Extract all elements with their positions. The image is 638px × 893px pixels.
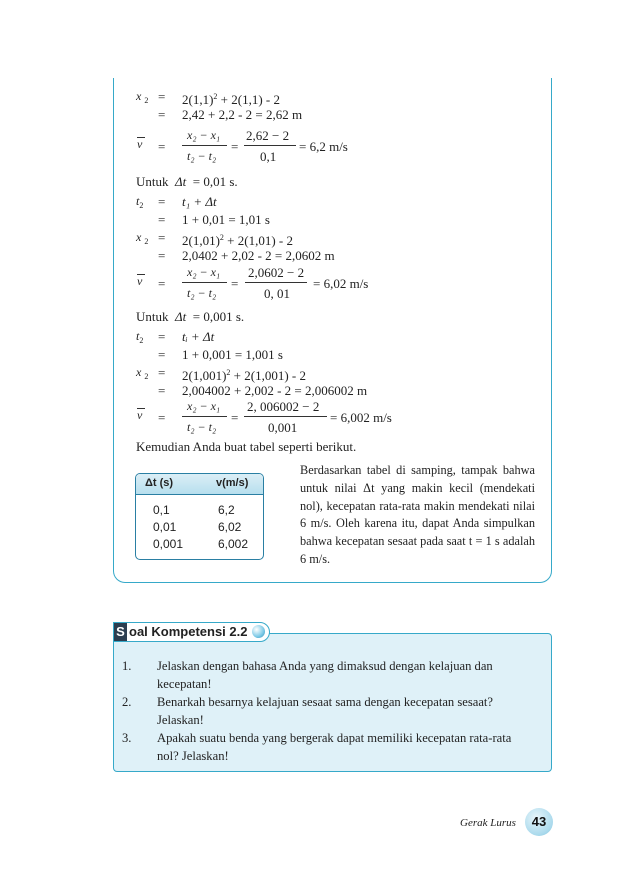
equals: =: [231, 139, 239, 154]
equals: =: [158, 139, 166, 154]
equals: =: [231, 276, 239, 291]
table-cell: 0,001: [153, 537, 184, 551]
table-cell: 6,2: [218, 503, 235, 517]
equals: =: [158, 410, 166, 425]
fraction-numerator: 2,62 − 2: [246, 128, 290, 143]
equation-line: 2,42 + 2,2 - 2 = 2,62 m: [182, 107, 303, 122]
bubble-icon: [252, 625, 265, 638]
exercise-title: oal Kompetensi 2.2: [129, 624, 248, 639]
result: = 6,2 m/s: [299, 139, 348, 154]
conclusion-paragraph: Berdasarkan tabel di samping, tampak bahwa untuk nilai Δt yang makin kecil (mendekati nol), kecepatan rata-rata makin mendekati nilai 6 m/s. Oleh karena itu, dapat Anda simpulkan bahwa kecepatan sesaat pada saat t = 1 s adalah 6 m/s.: [300, 463, 535, 566]
intro-sentence: Kemudian Anda buat tabel seperti berikut.: [136, 439, 357, 454]
result: = 6,002 m/s: [330, 410, 392, 425]
table-cell: 0,01: [153, 520, 177, 534]
equals: =: [158, 365, 166, 380]
fraction-denominator: 0,001: [268, 420, 298, 435]
fraction-bar: [244, 416, 327, 417]
equals: =: [158, 230, 166, 245]
fraction-bar: [182, 416, 227, 417]
fraction-bar: [182, 145, 227, 146]
equals: =: [158, 347, 166, 362]
question-number: 2.: [122, 695, 132, 709]
v-avg-symbol: v: [137, 137, 143, 151]
x2-label: x $_2$: [136, 89, 149, 105]
x2-label: x $_2$: [136, 365, 149, 381]
fraction-denominator: 0,1: [260, 149, 277, 164]
x2-label: x $_2$: [136, 230, 149, 246]
fraction-numerator: x₂ − x₁: [187, 265, 221, 279]
equals: =: [158, 248, 166, 263]
equation-line: $2(1,001)^2 + 2(1,001) - 2$: [182, 368, 306, 383]
equals: =: [158, 383, 166, 398]
equation-line: 1 + 0,01 = 1,01 s: [182, 212, 270, 227]
untuk-label: Untuk Δt = 0,001 s.: [136, 309, 245, 324]
fraction-denominator: t₂ − t₂: [187, 149, 217, 163]
fraction-numerator: x₂ − x₁: [187, 128, 221, 142]
column-header: v(m/s): [216, 477, 249, 489]
velocity-table: [135, 473, 264, 560]
table-cell: 6,002: [218, 537, 249, 551]
equals: =: [158, 194, 166, 209]
title-initial: S: [114, 623, 127, 641]
equals: =: [158, 89, 166, 104]
question-text: Benarkah besarnya kelajuan sesaat sama dengan kecepatan sesaat? Jelaskan!: [157, 695, 494, 727]
question-text: Apakah suatu benda yang bergerak dapat memiliki kecepatan rata-rata nol? Jelaskan!: [157, 731, 512, 763]
equals: =: [158, 329, 166, 344]
v-avg-symbol: v: [137, 274, 143, 288]
page-number: 43: [525, 808, 553, 836]
fraction-bar: [182, 282, 227, 283]
fraction-bar: [244, 145, 296, 146]
equation-line: 2,0402 + 2,02 - 2 = 2,0602 m: [182, 248, 335, 263]
equals: =: [158, 212, 166, 227]
fraction-denominator: 0, 01: [264, 286, 290, 301]
untuk-label: Untuk Δt = 0,01 s.: [136, 174, 238, 189]
equation-line: $2(1,01)^2 + 2(1,01) - 2$: [182, 233, 293, 248]
fraction-denominator: t₂ − t₂: [187, 286, 217, 300]
equation-line: 2,004002 + 2,002 - 2 = 2,006002 m: [182, 383, 368, 398]
fraction-denominator: t₂ − t₂: [187, 420, 217, 434]
equation-line: tᵢ + Δt: [182, 329, 215, 344]
fraction-numerator: 2,0602 − 2: [248, 265, 305, 280]
fraction-bar: [245, 282, 307, 283]
equation-line: t₁ + Δt: [182, 194, 217, 209]
exercise-title-tab: [113, 622, 270, 642]
equals: =: [158, 107, 166, 122]
fraction-numerator: 2, 006002 − 2: [247, 399, 320, 414]
table-header: [136, 474, 263, 495]
t2-label: $t_2$: [136, 329, 144, 345]
equals: =: [158, 276, 166, 291]
result: = 6,02 m/s: [313, 276, 369, 291]
fraction-numerator: x₂ − x₁: [187, 399, 221, 413]
table-cell: 6,02: [218, 520, 242, 534]
table-cell: 0,1: [153, 503, 170, 517]
question-number: 3.: [122, 731, 132, 745]
v-avg-symbol: v: [137, 408, 143, 422]
column-header: Δt (s): [145, 477, 174, 489]
t2-label: $t_2$: [136, 194, 144, 210]
equation-line: $2(1,1)^2 + 2(1,1) - 2$: [182, 92, 280, 107]
equation-line: 1 + 0,001 = 1,001 s: [182, 347, 283, 362]
question-text: Jelaskan dengan bahasa Anda yang dimaksud dengan kelajuan dan kecepatan!: [157, 659, 493, 691]
chapter-name: Gerak Lurus: [460, 817, 516, 829]
question-number: 1.: [122, 659, 132, 673]
equals: =: [231, 410, 239, 425]
